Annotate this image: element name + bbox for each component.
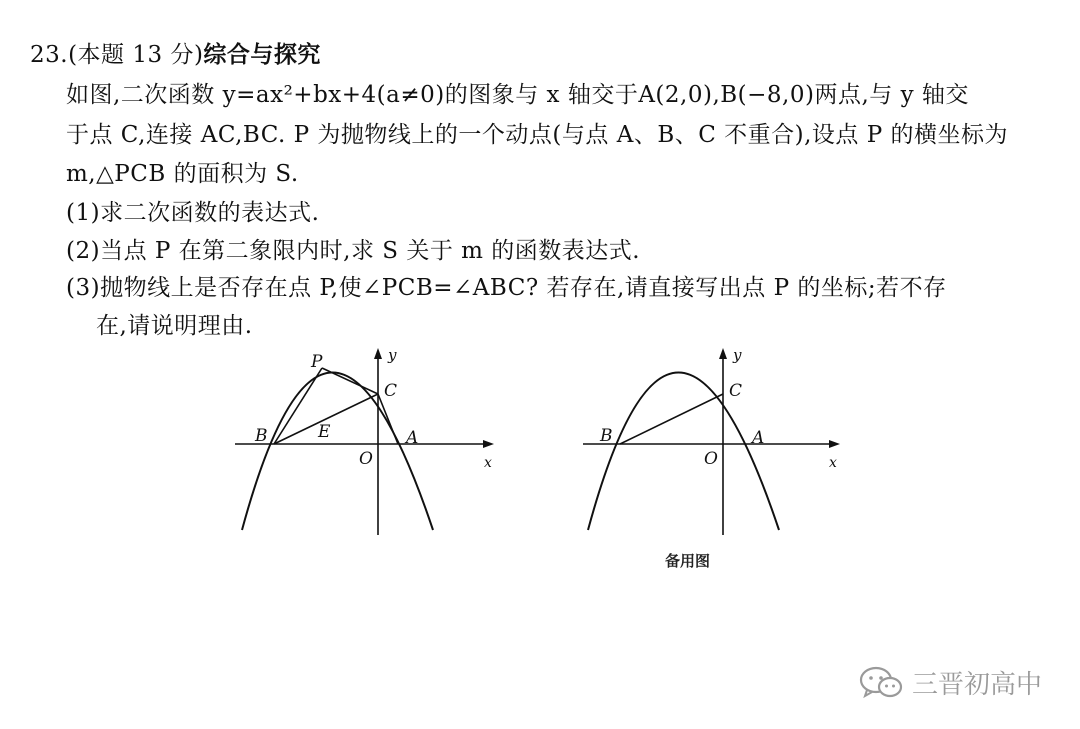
question-1: (1)求二次函数的表达式. [66, 200, 320, 226]
label-A: A [752, 428, 765, 448]
segment-BC [620, 394, 723, 444]
label-B: B [600, 426, 613, 446]
label-y: y [733, 346, 742, 364]
label-P: P [311, 352, 323, 372]
problem-score: (本题 13 分) [68, 42, 204, 68]
label-B: B [255, 426, 268, 446]
x-axis-arrow-icon [829, 440, 840, 448]
problem-stem-line-2: 于点 C,连接 AC,BC. P 为抛物线上的一个动点(与点 A、B、C 不重合),设点 P 的横坐标为 [66, 122, 1009, 148]
y-axis-arrow-icon [719, 348, 727, 359]
backup-figure-caption: 备用图 [665, 552, 711, 570]
question-3-line-2: 在,请说明理由. [96, 313, 253, 339]
label-A: A [406, 428, 419, 448]
question-3-line-1: (3)抛物线上是否存在点 P,使∠PCB=∠ABC? 若存在,请直接写出点 P 的坐标;若不存 [66, 275, 947, 301]
figure-main [230, 340, 510, 540]
watermark [858, 664, 1042, 701]
problem-stem-line-1: 如图,二次函数 y=ax²+bx+4(a≠0)的图象与 x 轴交于A(2,0),B(−8,0)两点,与 y 轴交 [66, 82, 969, 108]
segment-PC [322, 368, 378, 394]
wechat-icon [858, 665, 904, 701]
label-C: C [729, 381, 743, 401]
y-axis-arrow-icon [374, 348, 382, 359]
watermark-text: 三晋初高中 [912, 670, 1043, 700]
problem-category: 综合与探究 [203, 42, 321, 68]
x-axis-arrow-icon [483, 440, 494, 448]
problem-stem-line-3: m,△PCB 的面积为 S. [66, 161, 299, 187]
figure-backup [578, 340, 858, 540]
problem-header [30, 40, 321, 70]
label-C: C [384, 381, 398, 401]
label-E: E [318, 422, 331, 442]
problem-number: 23. [30, 42, 69, 68]
question-2: (2)当点 P 在第二象限内时,求 S 关于 m 的函数表达式. [66, 238, 641, 264]
label-O: O [359, 449, 373, 469]
label-y: y [388, 346, 397, 364]
segment-AC [378, 394, 398, 444]
label-x: x [829, 455, 837, 471]
parabola-curve [242, 373, 433, 531]
label-x: x [484, 455, 492, 471]
parabola-curve [588, 373, 779, 531]
label-O: O [704, 449, 718, 469]
